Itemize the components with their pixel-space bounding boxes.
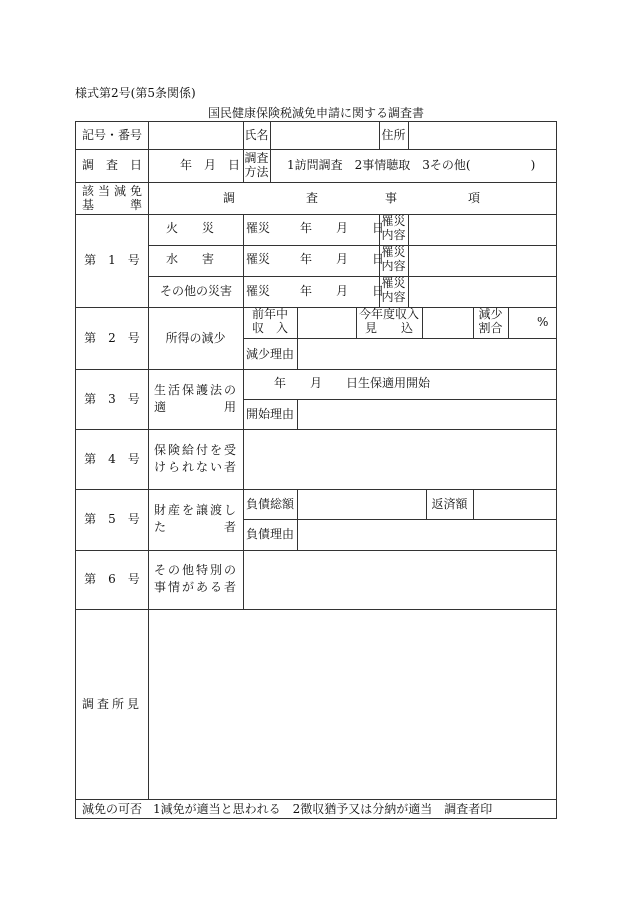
decision-label: 減免の可否 [81,802,142,816]
criteria-item: 調 [223,191,236,205]
no4-desc-2: けられない者 [154,460,236,474]
criteria-label-2: 基 準 [82,198,142,212]
col-line [243,489,244,550]
repayment-label: 返済額 [431,497,468,511]
this-income-label-2: 見 込 [364,321,413,335]
debt-reason-label: 負債理由 [246,527,295,541]
survey-date-value: 年 月 日 [180,158,241,172]
percent-sign: % [537,315,549,329]
form-title: 国民健康保険税減免申請に関する調査書 [207,106,424,120]
survey-date-label: 調 査 日 [81,158,142,172]
no4-desc-1: 保険給付を受 [154,443,236,457]
criteria-item: 査 [306,191,319,205]
col-line [422,307,423,338]
method-label-1: 調査 [244,151,269,165]
disaster-content-label-1: 罹災 [381,276,406,290]
col-line [243,429,244,489]
row-line [243,519,556,520]
row-line [148,245,556,246]
debt-total-label: 負債総額 [246,497,295,511]
row-line [148,276,556,277]
col-line [297,399,298,429]
record-number-label: 記号・番号 [81,128,142,142]
no4-label: 第 4 号 [84,452,140,466]
this-income-label-1: 今年度収入 [358,307,419,321]
row-line [243,399,556,400]
disaster-content-label-2: 内容 [381,228,406,242]
prev-income-label-1: 前年中 [251,307,288,321]
col-line [508,307,509,338]
no1-type-other: その他の災害 [160,284,233,298]
form-number: 様式第2号(第5条関係) [75,86,196,100]
decrease-label-2: 割合 [478,321,503,335]
col-line [148,122,149,799]
criteria-item: 項 [468,191,481,205]
criteria-label-1: 該当減免 [82,184,142,198]
survey-table [75,121,557,819]
col-line [297,489,298,550]
address-label: 住所 [381,128,406,142]
disaster-content-label-1: 罹災 [381,214,406,228]
col-line [408,122,409,149]
col-line [473,489,474,519]
disaster-date-value: 年 月 日 [300,284,385,298]
criteria-item: 事 [385,191,398,205]
disaster-date-label: 罹災 [246,284,271,298]
col-line [243,550,244,609]
disaster-date-value: 年 月 日 [300,252,385,266]
start-reason-label: 開始理由 [246,407,295,421]
disaster-date-label: 罹災 [246,252,271,266]
decrease-reason-label: 減少理由 [246,347,295,361]
col-line [408,214,409,307]
disaster-content-label-1: 罹災 [381,245,406,259]
no5-desc-2: た 者 [154,520,236,534]
no1-type-fire: 火 災 [166,221,215,235]
no3-desc-2: 適 用 [154,400,236,414]
method-label-2: 方法 [244,165,269,179]
row-line [243,338,556,339]
disaster-date-label: 罹災 [246,221,271,235]
disaster-content-label-2: 内容 [381,290,406,304]
no3-label: 第 3 号 [84,392,140,406]
col-line [270,122,271,182]
method-options: 1訪問調査 2事情聴取 3その他( ) [287,158,536,172]
col-line [243,214,244,307]
col-line [243,369,244,429]
name-label: 氏名 [244,128,269,142]
no6-desc-2: 事情がある者 [154,580,236,594]
decision-options: 1減免が適当と思われる 2徴収猶予又は分納が適当 調査者印 [153,802,493,816]
prev-income-label-2: 収 入 [251,321,288,335]
row-line [76,799,556,800]
disaster-content-label-2: 内容 [381,259,406,273]
no3-desc-1: 生活保護法の [154,383,236,397]
no5-desc-1: 財産を譲渡し [154,503,236,517]
no1-label: 第 1 号 [84,253,140,267]
no2-desc: 所得の減少 [165,331,226,345]
decrease-label-1: 減少 [478,307,503,321]
no5-label: 第 5 号 [84,512,140,526]
welfare-start-text: 年 月 日生保適用開始 [274,376,431,390]
no2-label: 第 2 号 [84,331,140,345]
disaster-date-value: 年 月 日 [300,221,385,235]
no6-label: 第 6 号 [84,572,140,586]
findings-label: 調査所見 [81,697,142,711]
col-line [297,307,298,369]
no6-desc-1: その他特別の [154,563,236,577]
no1-type-flood: 水 害 [166,252,215,266]
